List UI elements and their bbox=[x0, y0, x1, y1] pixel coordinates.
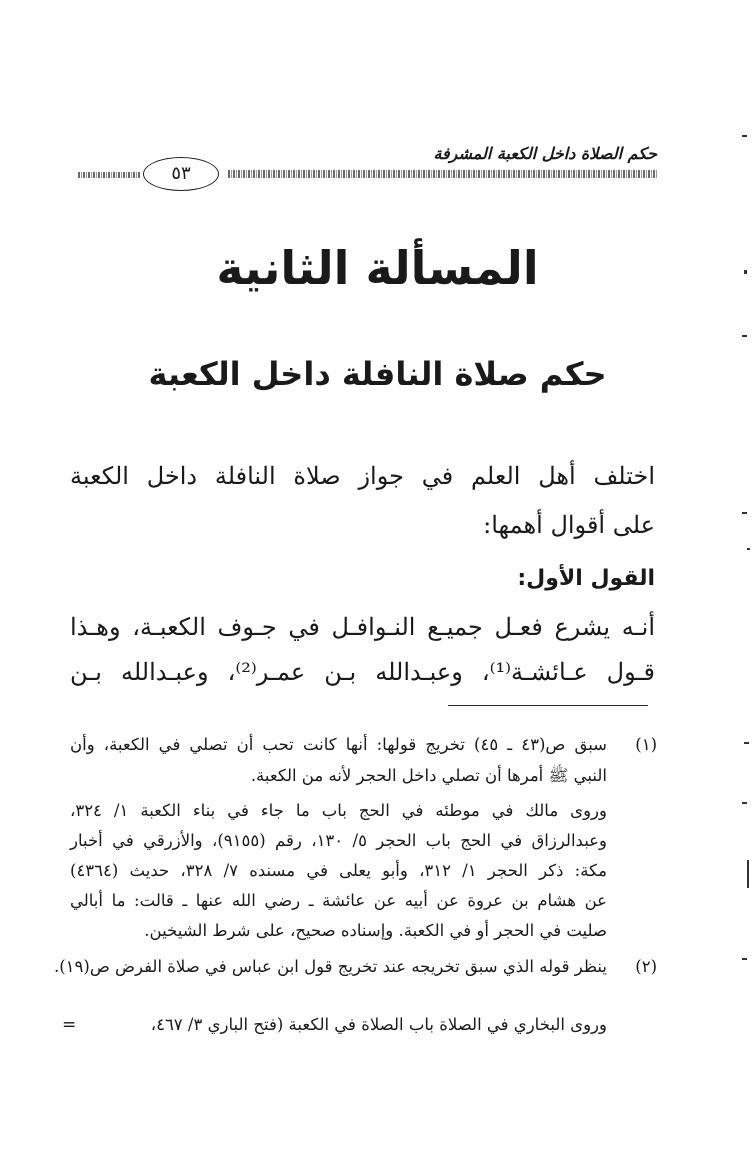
body-line: قـول عـائشـة⁽¹⁾، وعبـدالله بـن عمـر⁽²⁾، وعبـدالله بـن bbox=[70, 658, 655, 686]
running-header-title: حكم الصلاة داخل الكعبة المشرفة bbox=[433, 144, 657, 163]
margin-tick bbox=[742, 958, 747, 960]
page-number: ٥٣ bbox=[143, 157, 219, 191]
footnote-line: النبي ﷺ أمرها أن تصلي داخل الحجر لأنه من الكعبة. bbox=[250, 766, 607, 785]
margin-tick bbox=[742, 512, 747, 514]
footnote-line: ينظر قوله الذي سبق تخريجه عند تخريج قول ابن عباس في صلاة الفرض ص(١٩). bbox=[53, 957, 607, 976]
footnote-number: (١) bbox=[635, 735, 657, 754]
footnote-separator bbox=[448, 705, 648, 706]
subheading: القول الأول: bbox=[517, 566, 655, 591]
footnote-number: (٢) bbox=[635, 957, 657, 976]
header-rule-left bbox=[78, 172, 140, 178]
body-line: على أقوال أهمها: bbox=[483, 511, 655, 539]
footnote-line: وروى مالك في موطئه في الحج باب ما جاء في بناء الكعبة ١/ ٣٢٤، bbox=[70, 801, 607, 820]
margin-tick bbox=[742, 802, 747, 804]
margin-tick bbox=[747, 860, 749, 888]
footnote-line: سبق ص(٤٣ ـ ٤٥) تخريج قولها: أنها كانت تحب أن تصلي في الكعبة، وأن bbox=[70, 735, 608, 754]
section-title: حكم صلاة النافلة داخل الكعبة bbox=[148, 355, 607, 393]
continuation-mark: = bbox=[62, 1015, 77, 1035]
footnote-line: صليت في الحجر أو في الكعبة. وإسناده صحيح، على شرط الشيخين. bbox=[144, 921, 607, 940]
margin-tick bbox=[742, 135, 747, 137]
body-line: أنـه يشرع فعـل جميـع النـوافـل في جـوف الكعبـة، وهـذا bbox=[70, 613, 655, 641]
body-line: اختلف أهل العلم في جواز صلاة النافلة داخل الكعبة bbox=[70, 462, 655, 490]
footnote-line: مكة: ذكر الحجر ١/ ٣١٢، وأبو يعلى في مسنده ٧/ ٣٢٨، حديث (٤٣٦٤) bbox=[70, 861, 608, 880]
margin-tick bbox=[744, 270, 747, 274]
footnote-line: وروى البخاري في الصلاة باب الصلاة في الكعبة (فتح الباري ٣/ ٤٦٧، bbox=[150, 1015, 607, 1034]
margin-tick bbox=[744, 742, 749, 744]
footnote-line: وعبدالرزاق في الحج باب الحجر ٥/ ١٣٠، رقم (٩١٥٥)، والأزرقي في أخبار bbox=[70, 831, 607, 850]
margin-tick bbox=[747, 548, 750, 550]
header-rule-right bbox=[228, 170, 657, 178]
margin-tick bbox=[742, 335, 747, 337]
chapter-title: المسألة الثانية bbox=[216, 241, 539, 295]
footnote-line: عن هشام بن عروة عن أبيه عن عائشة ـ رضي الله عنها ـ قالت: ما أبالي bbox=[70, 891, 607, 910]
